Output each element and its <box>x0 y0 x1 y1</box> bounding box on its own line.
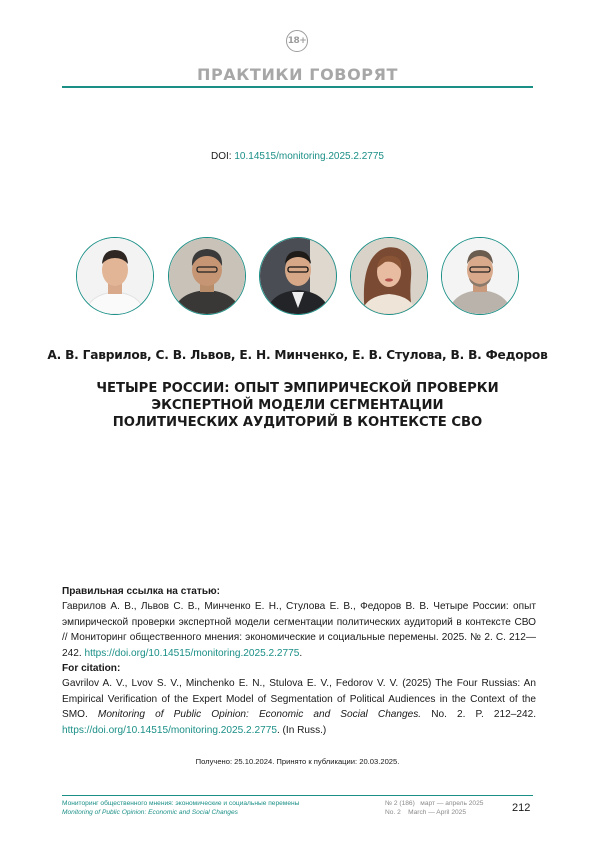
authors-list: А. В. Гаврилов, С. В. Львов, Е. Н. Минченко, Е. В. Стулова, В. В. Федоров <box>47 348 548 362</box>
citation-heading-en: For citation: <box>62 663 121 675</box>
section-title: ПРАКТИКИ ГОВОРЯТ <box>196 65 399 84</box>
footer-journal-en: Monitoring of Public Opinion: Economic and Social Changes <box>62 809 238 816</box>
citation-en-end: . (In Russ.) <box>276 724 327 736</box>
header-rule <box>62 86 533 88</box>
page-number: 212 <box>512 802 531 814</box>
author-photo-gavrilov <box>76 237 154 315</box>
title-line: ПОЛИТИЧЕСКИХ АУДИТОРИЙ В КОНТЕКСТЕ СВО <box>112 415 483 430</box>
citation-en-journal: Monitoring of Public Opinion: Economic and Social Changes. <box>97 709 422 721</box>
received-dates: Получено: 25.10.2024. Принято к публикации: 20.03.2025. <box>195 757 400 766</box>
footer-journal-ru: Мониторинг общественного мнения: экономические и социальные перемены <box>62 800 300 807</box>
author-photo-lvov <box>168 237 246 315</box>
author-photo-minchenko <box>259 237 337 315</box>
citation-ru-end: . <box>299 647 303 659</box>
footer-journal <box>62 799 299 817</box>
footer-issue-ru: № 2 (186) март — апрель 2025 <box>385 800 484 807</box>
footer-issue-en: No. 2 March — April 2025 <box>385 809 466 816</box>
doi-line <box>0 151 595 162</box>
article-title <box>60 380 535 431</box>
citation-en-body: Gavrilov A. V., Lvov S. V., Minchenko E. N., Stulova E. V., Fedorov V. V. (2025) The Four Russias: An Empirical Verification of the Expert Model of Segmentation of Political Audiences in the Context of the SMO. <box>62 678 536 721</box>
doi-label: DOI: <box>211 151 235 162</box>
author-photo-fedorov <box>441 237 519 315</box>
author-photo-stulova <box>350 237 428 315</box>
author-portraits <box>0 237 595 317</box>
citation-en-doi-link[interactable]: https://doi.org/10.14515/monitoring.2025.2.2775 <box>62 724 277 736</box>
footer-rule <box>62 795 533 796</box>
citation-block <box>62 584 536 738</box>
citation-heading-ru: Правильная ссылка на статью: <box>62 586 221 597</box>
citation-text-en <box>62 676 536 738</box>
citation-ru-body: Гаврилов А. В., Львов С. В., Минченко Е. Н., Стулова Е. В., Федоров В. В. Четыре России: опыт эмпирической проверки экспертной модели сегментации политических аудиторий в контексте СВО // Мониторинг общественного мнения: экономические и социальные перемены. 2025. № 2. С. 212—242. <box>62 601 536 659</box>
citation-en-pages: No. 2. P. 212–242. <box>421 709 536 721</box>
title-line: ЧЕТЫРЕ РОССИИ: ОПЫТ ЭМПИРИЧЕСКОЙ ПРОВЕРКИ <box>96 381 499 396</box>
citation-ru-doi-link[interactable]: https://doi.org/10.14515/monitoring.2025.2.2775 <box>84 647 300 659</box>
footer-issue <box>385 799 483 817</box>
citation-text-ru <box>62 599 536 661</box>
age-rating-badge: 18+ <box>286 30 308 52</box>
doi-link[interactable]: 10.14515/monitoring.2025.2.2775 <box>234 151 384 162</box>
title-line: ЭКСПЕРТНОЙ МОДЕЛИ СЕГМЕНТАЦИИ <box>151 398 444 413</box>
